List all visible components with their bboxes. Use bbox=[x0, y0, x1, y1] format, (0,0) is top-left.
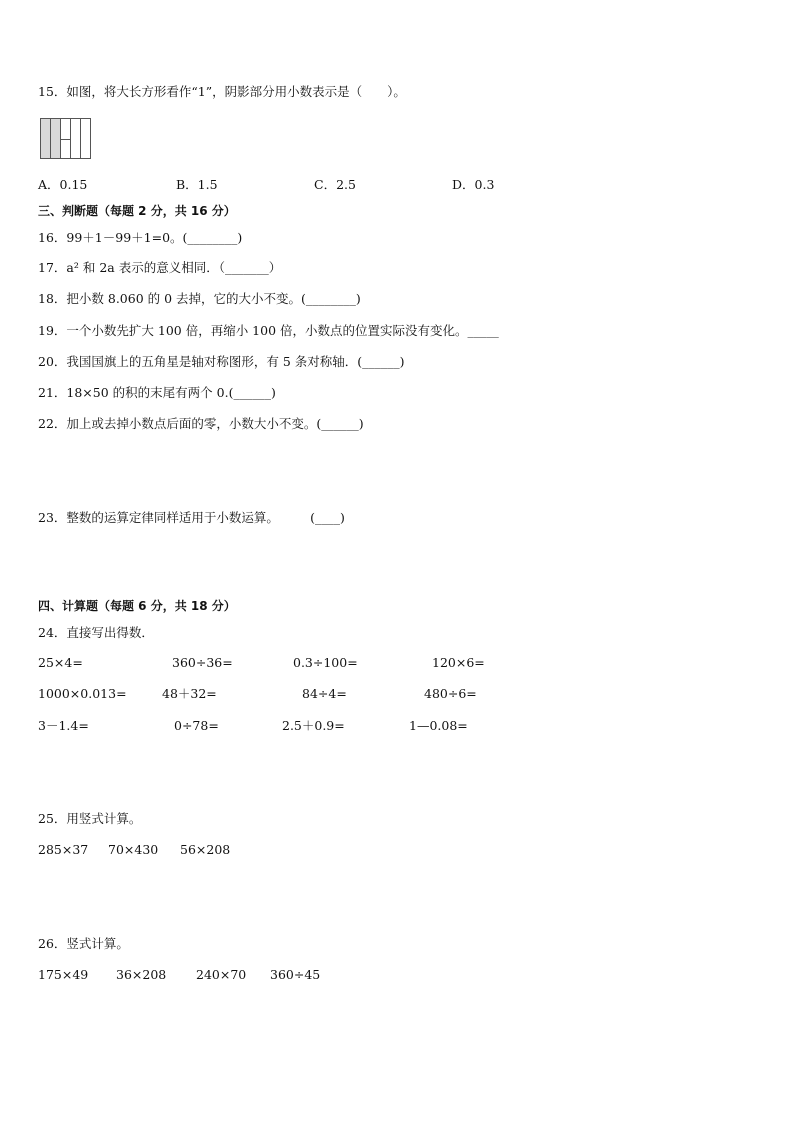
calc-item: 1000×0.013= bbox=[38, 686, 127, 701]
section-3-heading: 三、判断题（每题 2 分，共 16 分） bbox=[38, 204, 236, 218]
question-20: 20．我国国旗上的五角星是轴对称图形，有 5 条对称轴．(______) bbox=[38, 354, 405, 369]
vertical-calc-item: 56×208 bbox=[180, 842, 231, 857]
strip bbox=[81, 119, 90, 158]
split-strip bbox=[61, 119, 71, 158]
option-a[interactable]: A．0.15 bbox=[38, 177, 88, 192]
calc-item: 0÷78= bbox=[174, 718, 219, 733]
question-18: 18．把小数 8.060 的 0 去掉，它的大小不变。(________) bbox=[38, 291, 361, 306]
question-19: 19．一个小数先扩大 100 倍，再缩小 100 倍，小数点的位置实际没有变化。_____ bbox=[38, 323, 499, 338]
calc-item: 0.3÷100= bbox=[293, 655, 358, 670]
calc-item: 360÷36= bbox=[172, 655, 233, 670]
option-b[interactable]: B．1.5 bbox=[176, 177, 218, 192]
vertical-calc-item: 285×37 bbox=[38, 842, 89, 857]
calc-item: 120×6= bbox=[432, 655, 485, 670]
question-26-title: 26．竖式计算。 bbox=[38, 936, 129, 951]
vertical-calc-item: 36×208 bbox=[116, 967, 167, 982]
calc-item: 48＋32= bbox=[162, 686, 217, 701]
calc-item: 3－1.4= bbox=[38, 718, 89, 733]
question-16: 16．99＋1－99＋1=0。(________) bbox=[38, 230, 243, 245]
shaded-strip bbox=[51, 119, 61, 158]
question-15-text: 15．如图，将大长方形看作“1”，阴影部分用小数表示是（ ）。 bbox=[38, 84, 406, 99]
calc-item: 2.5＋0.9= bbox=[282, 718, 345, 733]
rectangle-figure bbox=[40, 118, 91, 159]
question-24-title: 24．直接写出得数． bbox=[38, 625, 154, 640]
shaded-strip bbox=[41, 119, 51, 158]
question-22: 22．加上或去掉小数点后面的零，小数大小不变。(______) bbox=[38, 416, 364, 431]
calc-item: 84÷4= bbox=[302, 686, 347, 701]
option-d[interactable]: D．0.3 bbox=[452, 177, 495, 192]
strip bbox=[71, 119, 81, 158]
calc-item: 480÷6= bbox=[424, 686, 477, 701]
calc-item: 25×4= bbox=[38, 655, 83, 670]
calc-item: 1—0.08= bbox=[409, 718, 468, 733]
vertical-calc-item: 240×70 bbox=[196, 967, 247, 982]
vertical-calc-item: 360÷45 bbox=[270, 967, 321, 982]
vertical-calc-item: 175×49 bbox=[38, 967, 89, 982]
question-17: 17．a² 和 2a 表示的意义相同．（_______） bbox=[38, 260, 282, 275]
option-c[interactable]: C．2.5 bbox=[314, 177, 356, 192]
question-21: 21．18×50 的积的末尾有两个 0.(______) bbox=[38, 385, 276, 400]
question-25-title: 25．用竖式计算。 bbox=[38, 811, 142, 826]
section-4-heading: 四、计算题（每题 6 分，共 18 分） bbox=[38, 599, 236, 613]
question-23: 23．整数的运算定律同样适用于小数运算。 (____) bbox=[38, 510, 345, 525]
vertical-calc-item: 70×430 bbox=[108, 842, 159, 857]
